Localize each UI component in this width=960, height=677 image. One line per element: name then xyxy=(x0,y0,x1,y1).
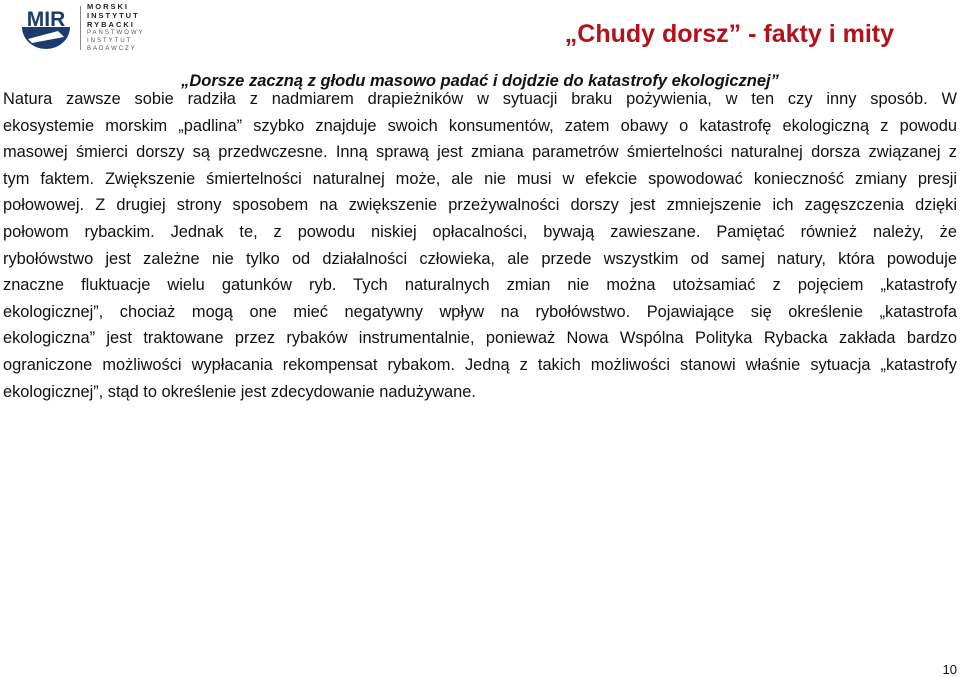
text-line-content: połowom rybackim. Jednak te, z powodu niskiej opłacalności, bywają zawieszane. Pamiętać również należy, że xyxy=(3,222,957,241)
logo-subline: PAŃSTWOWY xyxy=(87,30,145,36)
body-text xyxy=(3,86,957,405)
logo-subline: INSTYTUT xyxy=(87,38,133,44)
svg-text:MIR: MIR xyxy=(26,7,66,31)
text-line-content: masowej śmierci dorszy są przedwczesne. Inną sprawą jest zmiana parametrów śmiertelności naturalnej dorsza związanej z xyxy=(3,143,957,162)
logo-line: INSTYTUT xyxy=(87,11,140,20)
logo-text xyxy=(87,2,145,53)
text-line xyxy=(3,139,957,166)
text-line-content: Natura zawsze sobie radziła z nadmiarem drapieżników w sytuacji braku pożywienia, w ten czy inny sposób. W xyxy=(3,90,957,108)
section-heading: „Dorsze zaczną z głodu masowo padać i dojdzie do katastrofy ekologicznej” xyxy=(181,72,779,90)
text-line xyxy=(3,352,957,379)
text-line-content: znaczne fluktuacje wielu gatunków ryb. Tych naturalnych zmian nie można utożsamiać z pojęciem „katastrofy xyxy=(3,276,957,295)
text-line-content: ograniczone możliwości wypłacania rekompensat rybakom. Jedną z takich możliwości stanowi właśnie sytuacja „katastrofy xyxy=(3,355,957,374)
logo-subline: BADAWCZY xyxy=(87,46,137,52)
text-line-content: tym faktem. Zwiększenie śmiertelności naturalnej może, ale nie musi w efekcie spowodować konieczność zmiany presji xyxy=(3,169,957,188)
logo-line: RYBACKI xyxy=(87,20,135,29)
text-line xyxy=(3,86,957,113)
text-line xyxy=(3,246,957,273)
text-line xyxy=(3,113,957,140)
text-line xyxy=(3,325,957,352)
text-line-content: ekologiczna” jest traktowane przez rybaków instrumentalnie, ponieważ Nowa Wspólna Polityka Rybacka zakłada bardzo xyxy=(3,329,957,348)
text-line xyxy=(3,192,957,219)
text-line xyxy=(3,272,957,299)
logo-divider xyxy=(80,6,81,50)
text-line-content: połowowej. Z drugiej strony sposobem na zwiększenie przeżywalności dorszy jest zmniejszenie ich zagęszczenia dzięki xyxy=(3,196,957,215)
logo-line: MORSKI xyxy=(87,2,129,11)
mir-logo-icon xyxy=(18,5,74,51)
text-line-content: ekologicznej”, stąd to określenie jest zdecydowanie nadużywane. xyxy=(3,382,476,401)
text-line-content: rybołówstwo jest zależne nie tylko od działalności człowieka, ale przede wszystkim od samej natury, która powoduje xyxy=(3,249,957,268)
slide-title: „Chudy dorsz” - fakty i mity xyxy=(564,20,894,48)
text-line xyxy=(3,166,957,193)
text-line xyxy=(3,219,957,246)
text-line-content: ekologicznej”, chociaż mogą one mieć negatywny wpływ na rybołówstwo. Pojawiające się określenie „katastrofa xyxy=(3,302,957,321)
text-line xyxy=(3,299,957,326)
text-line-content: ekosystemie morskim „padlina” szybko znajduje swoich konsumentów, zatem obawy o katastrofę ekologiczną z powodu xyxy=(3,116,957,135)
institute-logo xyxy=(18,2,145,53)
text-line xyxy=(3,379,957,406)
page-number: 10 xyxy=(942,662,957,677)
